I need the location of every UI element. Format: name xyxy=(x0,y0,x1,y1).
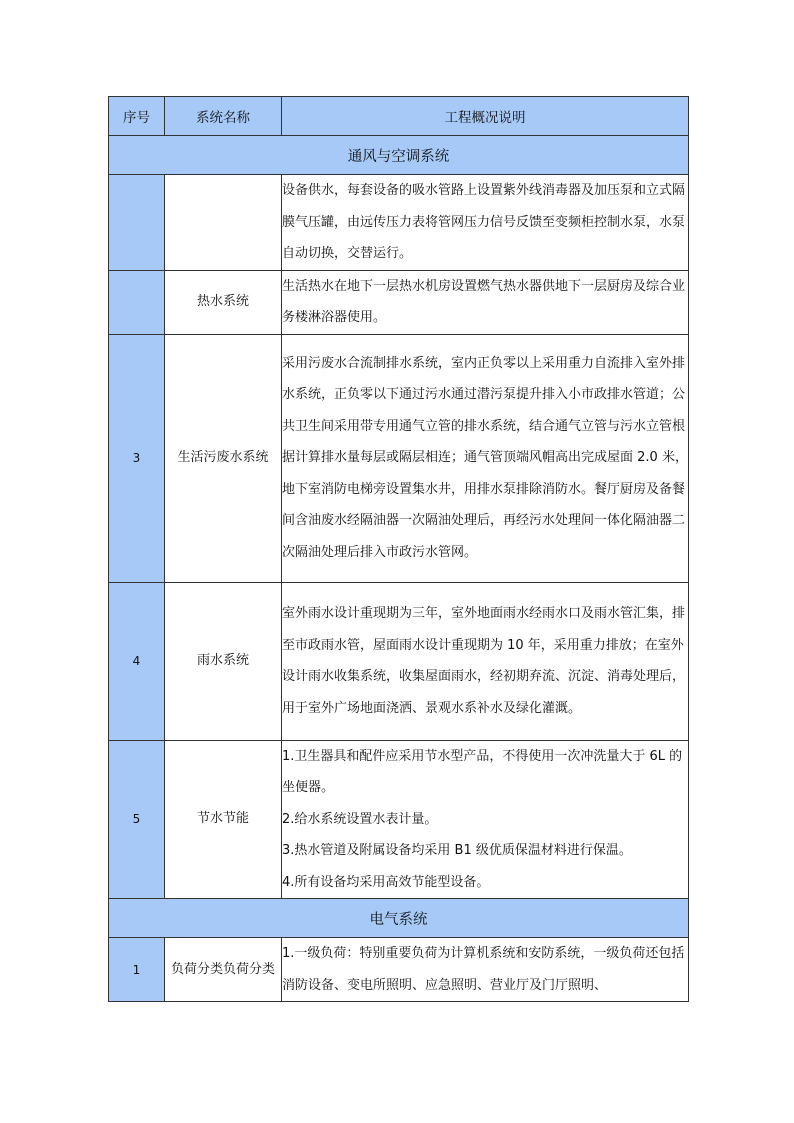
table-row xyxy=(109,938,689,1002)
row-description: 1.一级负荷：特别重要负荷为计算机系统和安防系统，一级负荷还包括消防设备、变电所照明、应急照明、营业厅及门厅照明、 xyxy=(282,938,689,1002)
row-description: 设备供水，每套设备的吸水管路上设置紫外线消毒器及加压泵和立式隔膜气压罐，由远传压力表将管网压力信号反馈至变频柜控制水泵，水泵自动切换，交替运行。 xyxy=(282,175,689,271)
row-system-name: 节水节能 xyxy=(165,740,282,899)
row-description xyxy=(282,740,689,899)
row-number: 5 xyxy=(109,740,165,899)
row-number xyxy=(109,270,165,334)
row-number: 1 xyxy=(109,938,165,1002)
row-number: 4 xyxy=(109,582,165,740)
row-system-name xyxy=(165,175,282,271)
water-saving-item: 2.给水系统设置水表计量。 xyxy=(282,811,438,827)
row-number: 3 xyxy=(109,334,165,582)
water-saving-item: 3.热水管道及附属设备均采用 B1 级优质保温材料进行保温。 xyxy=(282,843,632,858)
section-title-electric: 电气系统 xyxy=(109,899,689,938)
table-row xyxy=(109,270,689,334)
table-header-row xyxy=(109,97,689,136)
table-row xyxy=(109,740,689,899)
table-row xyxy=(109,334,689,582)
row-description: 生活热水在地下一层热水机房设置燃气热水器供地下一层厨房及综合业务楼淋浴器使用。 xyxy=(282,270,689,334)
row-system-name: 热水系统 xyxy=(165,270,282,334)
water-saving-item: 1.卫生器具和配件应采用节水型产品，不得使用一次冲洗量大于 6L 的坐便器。 xyxy=(282,748,683,795)
table-row xyxy=(109,582,689,740)
row-description: 采用污废水合流制排水系统，室内正负零以上采用重力自流排入室外排水系统，正负零以下通过污水通过潜污泵提升排入小市政排水管道；公共卫生间采用带专用通气立管的排水系统，结合通气立管与污水立管根据计算排水量每层或隔层相连；通气管顶端风帽高出完成屋面 2.0 米，地下室消防电梯旁设置集水井，用排水泵排除消防水。餐厅厨房及备餐间含油废水经隔油器一次隔油处理后，再经污水处理间一体化隔油器二次隔油处理后排入市政污水管网。 xyxy=(282,334,689,582)
section-title-hvac: 通风与空调系统 xyxy=(109,136,689,175)
header-overview: 工程概况说明 xyxy=(282,97,689,136)
water-saving-item: 4.所有设备均采用高效节能型设备。 xyxy=(282,874,490,890)
section-row-hvac xyxy=(109,136,689,175)
engineering-overview-table xyxy=(108,96,689,1002)
section-row-electric xyxy=(109,899,689,938)
header-system-name: 系统名称 xyxy=(165,97,282,136)
row-system-name: 生活污废水系统 xyxy=(165,334,282,582)
header-sequence-number: 序号 xyxy=(109,97,165,136)
row-description: 室外雨水设计重现期为三年，室外地面雨水经雨水口及雨水管汇集，排至市政雨水管，屋面雨水设计重现期为 10 年，采用重力排放；在室外设计雨水收集系统，收集屋面雨水，经初期弃流、沉淀、消毒处理后，用于室外广场地面浇洒、景观水系补水及绿化灌溉。 xyxy=(282,582,689,740)
row-number xyxy=(109,175,165,271)
table-row xyxy=(109,175,689,271)
row-system-name: 雨水系统 xyxy=(165,582,282,740)
row-system-name: 负荷分类负荷分类 xyxy=(165,938,282,1002)
